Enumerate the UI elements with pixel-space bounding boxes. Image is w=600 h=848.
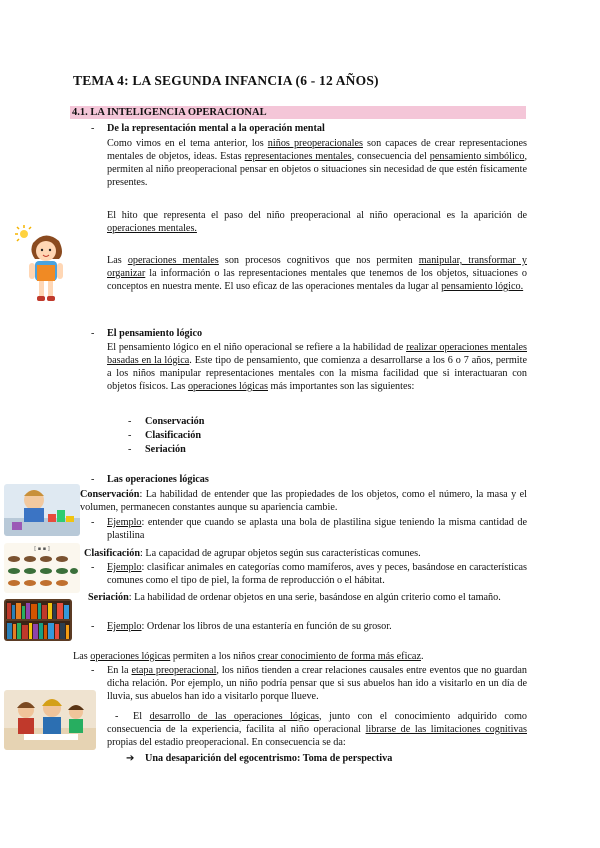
- seriacion-example: Ejemplo: Ordenar los libros de una estantería en función de su grosor.: [107, 621, 392, 632]
- subheading-operaciones-logicas: Las operaciones lógicas: [107, 474, 209, 485]
- bullet-paragraph-6: El desarrollo de las operaciones lógicas, junto con el conocimiento adquirido como consecuencia de la experiencia, facilita al niño operacional librarse de las limitaciones cognitivas propias del estadio preoperacional. En consecuencia se da:: [107, 711, 527, 748]
- conservation-photo: [4, 484, 80, 536]
- bullet-dash: -: [115, 711, 119, 722]
- svg-text:[ ▪ ▪ ]: [ ▪ ▪ ]: [34, 546, 50, 552]
- animals-classification-image: [4, 543, 80, 593]
- arrow-icon: ➔: [126, 753, 135, 764]
- subheading-pensamiento-logico: El pensamiento lógico: [107, 328, 203, 339]
- conservacion-definition: Conservación: La habilidad de entender que las propiedades de los objetos, como el número, la masa y el volumen, permanecen constantes aunque su apariencia cambie.: [80, 489, 527, 513]
- paragraph-1: Como vimos en el tema anterior, los niños preoperacionales son capaces de crear representaciones mentales de objetos, ideas. Estas representaciones mentales, consecuencia del pensamiento simbólico, permiten al niño preoperacional pensar en objetos o situaciones sin necesidad de que estén físicamente presentes.: [107, 138, 527, 188]
- bullet-dash: -: [128, 430, 132, 441]
- op-clasificacion: Clasificación: [145, 430, 202, 441]
- paragraph-4: El pensamiento lógico en el niño operacional se refiere a la habilidad de realizar operaciones mentales basadas en la lógica. Este tipo de pensamiento, que comienza a desarrollarse a los 6 o 7 años, permite a los niños manipular representaciones mentales con la misma facilidad que si interactuaran con objetos físicos. Las operaciones lógicas más importantes son las siguientes:: [107, 342, 528, 392]
- bookshelf-image: [4, 599, 72, 641]
- op-conservacion: Conservación: [145, 416, 205, 427]
- seriacion-definition: Seriación: La habilidad de ordenar objetos en una serie, basándose en algún criterio como el tamaño.: [88, 592, 501, 603]
- bullet-dash: -: [91, 123, 95, 134]
- bullet-dash: -: [128, 416, 132, 427]
- subheading-representacion: De la representación mental a la operación mental: [107, 123, 325, 134]
- section-heading: 4.1. LA INTELIGENCIA OPERACIONAL: [70, 106, 526, 119]
- girl-illustration: [15, 225, 70, 305]
- page-title: TEMA 4: LA SEGUNDA INFANCIA (6 - 12 AÑOS): [73, 73, 379, 88]
- clasificacion-definition: Clasificación: La capacidad de agrupar objetos según sus características comunes.: [84, 548, 421, 559]
- bullet-dash: -: [91, 517, 95, 528]
- bullet-paragraph-5: En la etapa preoperacional, los niños tienden a crear relaciones causales entre eventos que no guardan dicha relación. Por ejemplo, un niño podría pensar que si sus abuelos han ido a visitarlo en un día de lluvia, sus abuelos han ido a visitarlo porque llueve.: [107, 665, 528, 702]
- bullet-dash: -: [91, 665, 95, 676]
- bullet-dash: -: [91, 474, 95, 485]
- paragraph-2: El hito que representa el paso del niño preoperacional al niño operacional es la aparición de operaciones mentales.: [107, 210, 527, 234]
- classroom-photo: [4, 690, 96, 750]
- conservacion-example: Ejemplo: entender que cuando se aplasta una bola de plastilina sigue teniendo la misma cantidad de plastilina: [107, 517, 527, 541]
- paragraph-5: Las operaciones lógicas permiten a los niños crear conocimiento de forma más eficaz.: [73, 651, 424, 662]
- final-point: Una desaparición del egocentrismo: Toma de perspectiva: [145, 753, 393, 764]
- bullet-dash: -: [91, 328, 95, 339]
- bullet-dash: -: [128, 444, 132, 455]
- bullet-dash: -: [91, 562, 95, 573]
- bullet-dash: -: [91, 621, 95, 632]
- clasificacion-example: Ejemplo: clasificar animales en categorías como mamíferos, aves y peces, basándose en características comunes como el tipo de piel, la forma de reproducción o el hábitat.: [107, 562, 527, 586]
- op-seriacion: Seriación: [145, 444, 186, 455]
- paragraph-3: Las operaciones mentales son procesos cognitivos que nos permiten manipular, transformar y organizar la información o las representaciones mentales que tenemos de los objetos, situaciones o conceptos en nuestra mente. El uso eficaz de las operaciones mentales da lugar al pensamiento lógico.: [107, 255, 527, 292]
